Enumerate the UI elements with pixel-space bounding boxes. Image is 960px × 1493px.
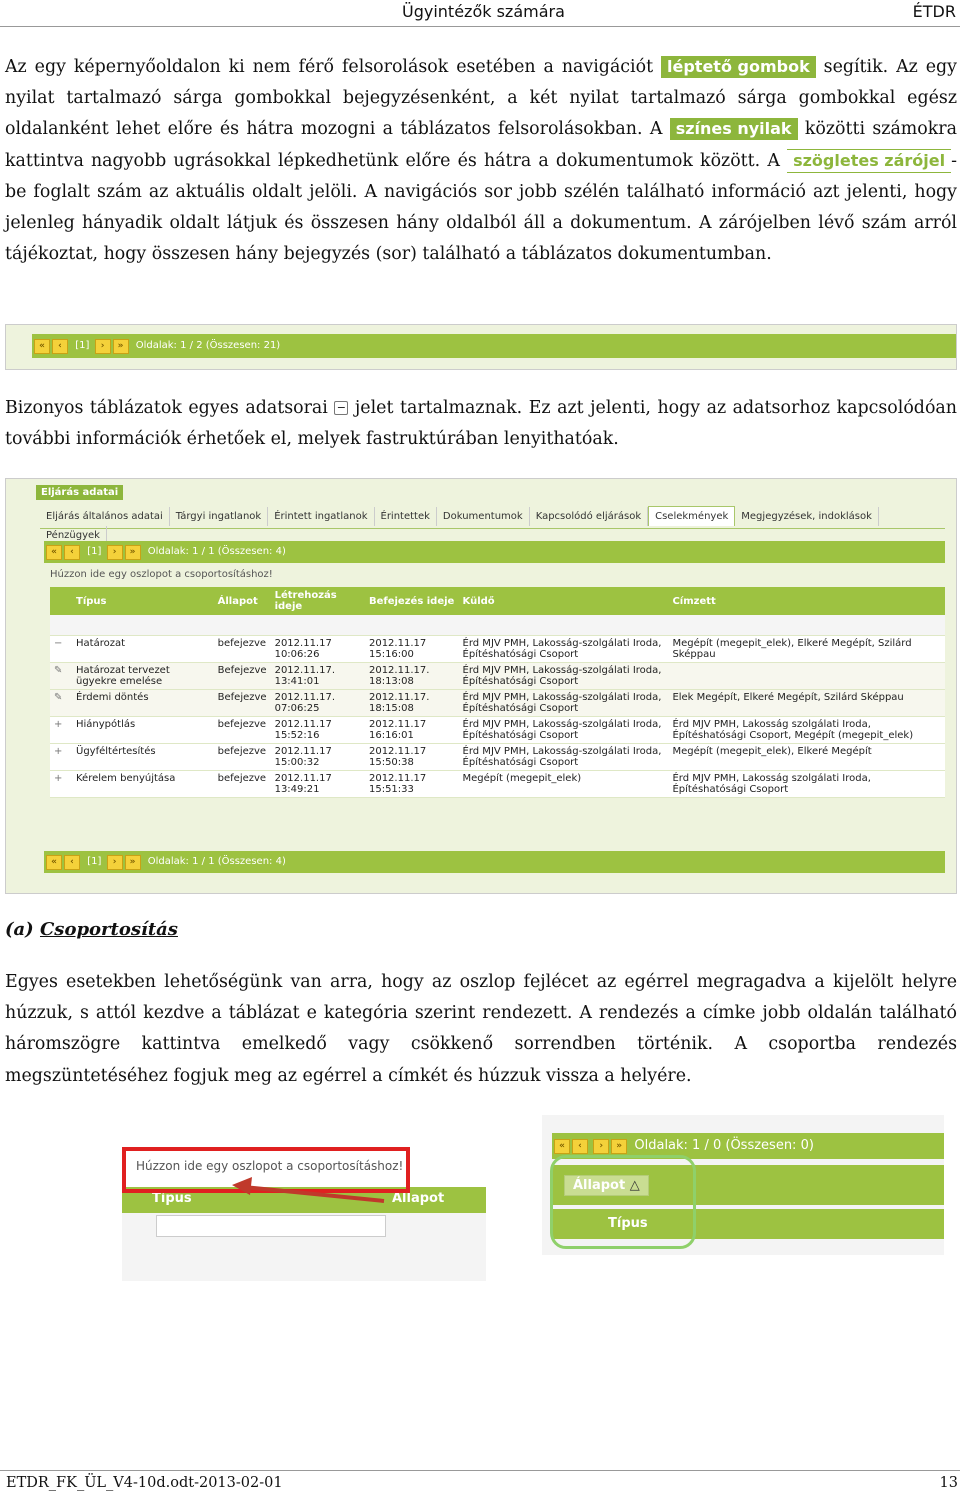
table-cell: 2012.11.17 15:50:38 xyxy=(365,744,459,771)
page-info: Oldalak: 1 / 0 (Összesen: 0) xyxy=(634,1138,814,1153)
filter-cell[interactable] xyxy=(214,615,271,636)
prev-page-icon[interactable]: ‹ xyxy=(572,1139,588,1154)
expand-icon[interactable]: + xyxy=(50,717,72,744)
table-cell: Megépít (megepit_elek), Elkeré Megépít, Szilárd Sképpau xyxy=(668,636,945,663)
page-number: 13 xyxy=(939,1475,958,1491)
table-cell: befejezve xyxy=(214,771,271,798)
column-header[interactable]: Létrehozás ideje xyxy=(271,587,365,615)
table-cell: 2012.11.17 15:51:33 xyxy=(365,771,459,798)
table-header-row xyxy=(50,587,945,615)
column-header[interactable]: Címzett xyxy=(668,587,945,615)
tab-item[interactable]: Tárgyi ingatlanok xyxy=(170,507,268,526)
page-info: Oldalak: 1 / 1 (Összesen: 4) xyxy=(147,856,286,867)
expand-icon[interactable]: + xyxy=(50,771,72,798)
table-cell: Hiánypótlás xyxy=(72,717,214,744)
page-footer xyxy=(0,1470,960,1491)
expand-icon[interactable]: + xyxy=(50,744,72,771)
last-page-icon[interactable]: » xyxy=(125,855,141,870)
text: Bizonyos táblázatok egyes adatsorai xyxy=(5,398,335,418)
table-cell: Érdemi döntés xyxy=(72,690,214,717)
table-cell: Határozat tervezet ügyekre emelése xyxy=(72,663,214,690)
table-cell: 2012.11.17 15:52:16 xyxy=(271,717,365,744)
drag-arrow-icon xyxy=(122,1145,486,1281)
last-page-icon[interactable]: » xyxy=(125,545,141,560)
table-cell: 2012.11.17 13:49:21 xyxy=(271,771,365,798)
table-cell: Érd MJV PMH, Lakosság-szolgálati Iroda, Építéshatósági Csoport xyxy=(459,717,669,744)
table-row[interactable] xyxy=(50,771,945,798)
table-cell: Határozat xyxy=(72,636,214,663)
screenshot-table xyxy=(5,478,957,894)
tab-bar xyxy=(40,506,945,541)
table-cell xyxy=(668,663,945,690)
filter-cell xyxy=(50,615,72,636)
data-table xyxy=(50,587,945,798)
tab-item[interactable]: Eljárás általános adatai xyxy=(40,507,170,526)
expand-col xyxy=(50,587,72,615)
tab-item[interactable]: Dokumentumok xyxy=(437,507,530,526)
text: segítik. Az egy nyilat tartalmazó sárga gombokkal bejegyzésenként, a két nyilat tartalmazó sárga gombokkal egész oldalanként lehet előre és hátra mozogni a táblázatos felsorolásokban. A xyxy=(5,57,958,140)
column-header-tipus[interactable]: Típus xyxy=(608,1216,648,1231)
table-cell: 2012.11.17 15:00:32 xyxy=(271,744,365,771)
table-cell: Érd MJV PMH, Lakosság-szolgálati Iroda, Építéshatósági Csoport xyxy=(459,744,669,771)
table-nav-top xyxy=(44,541,945,563)
edit-icon[interactable]: ✎ xyxy=(50,663,72,690)
tab-item[interactable]: Pénzügyek xyxy=(40,526,107,545)
current-page[interactable]: [1] xyxy=(75,340,90,351)
column-header-tipus[interactable]: Típus xyxy=(152,1191,192,1206)
filter-cell[interactable] xyxy=(72,615,214,636)
highlight-green-box xyxy=(550,1155,696,1249)
tag-szogletes-zarojel: szögletes zárójel xyxy=(787,149,951,173)
tag-szines-nyilak: színes nyilak xyxy=(670,118,798,140)
tab-item[interactable]: Érintettek xyxy=(375,507,437,526)
expand-icon[interactable]: − xyxy=(50,636,72,663)
table-cell: 2012.11.17 16:16:01 xyxy=(365,717,459,744)
table-cell: Befejezve xyxy=(214,690,271,717)
current-page[interactable]: [1] xyxy=(87,856,102,867)
table-cell: befejezve xyxy=(214,636,271,663)
table-cell: 2012.11.17 10:06:26 xyxy=(271,636,365,663)
table-cell: Érd MJV PMH, Lakosság szolgálati Iroda, Építéshatósági Csoport xyxy=(668,771,945,798)
paragraph-tree xyxy=(5,393,957,455)
next-page-icon[interactable]: › xyxy=(107,545,123,560)
group-hint[interactable]: Húzzon ide egy oszlopot a csoportosításhoz! xyxy=(136,1159,404,1173)
header-title: Ügyintézők számára xyxy=(402,2,565,21)
prev-page-icon[interactable]: ‹ xyxy=(52,339,68,354)
table-cell: Érd MJV PMH, Lakosság-szolgálati Iroda, Építéshatósági Csoport xyxy=(459,690,669,717)
table-cell: Érd MJV PMH, Lakosság szolgálati Iroda, Építéshatósági Csoport, Megépít (megepit_elek) xyxy=(668,717,945,744)
sort-triangle-icon[interactable]: △ xyxy=(629,1178,640,1193)
table-cell: Elek Megépít, Elkeré Megépít, Szilárd Sképpau xyxy=(668,690,945,717)
filter-row xyxy=(50,615,945,636)
first-page-icon[interactable]: « xyxy=(554,1139,570,1154)
table-cell: 2012.11.17. 18:15:08 xyxy=(365,690,459,717)
caption-label: (a) xyxy=(5,919,34,940)
screenshot-grouped xyxy=(542,1115,944,1255)
next-page-icon[interactable]: › xyxy=(95,339,111,354)
filter-cell[interactable] xyxy=(365,615,459,636)
panel-title: Eljárás adatai xyxy=(36,485,123,500)
filter-cell[interactable] xyxy=(459,615,669,636)
collapse-icon: − xyxy=(334,401,348,415)
edit-icon[interactable]: ✎ xyxy=(50,690,72,717)
tab-item[interactable]: Érintett ingatlanok xyxy=(268,507,374,526)
column-header[interactable]: Küldő xyxy=(459,587,669,615)
table-cell: 2012.11.17. 13:41:01 xyxy=(271,663,365,690)
table-cell: 2012.11.17. 18:13:08 xyxy=(365,663,459,690)
prev-page-icon[interactable]: ‹ xyxy=(64,545,80,560)
table-cell: Ügyféltértesítés xyxy=(72,744,214,771)
column-header[interactable]: Állapot xyxy=(214,587,271,615)
first-page-icon[interactable]: « xyxy=(34,339,50,354)
tab-item[interactable]: Cselekmények xyxy=(648,506,735,526)
tag-leptető-gombok: léptető gombok xyxy=(661,56,816,78)
table-cell: Érd MJV PMH, Lakosság-szolgálati Iroda, Építéshatósági Csoport xyxy=(459,663,669,690)
first-page-icon[interactable]: « xyxy=(46,545,62,560)
column-header[interactable]: Típus xyxy=(72,587,214,615)
table-cell: 2012.11.17. 07:06:25 xyxy=(271,690,365,717)
filter-cell[interactable] xyxy=(271,615,365,636)
table-cell: Megépít (megepit_elek) xyxy=(459,771,669,798)
table-nav-bottom xyxy=(44,851,945,873)
current-page[interactable]: [1] xyxy=(87,546,102,557)
table-cell: befejezve xyxy=(214,744,271,771)
table-cell: Befejezve xyxy=(214,663,271,690)
screenshot-navigation-bar xyxy=(5,324,957,370)
header-right: ÉTDR xyxy=(912,2,956,21)
filter-cell[interactable] xyxy=(668,615,945,636)
page-info: Oldalak: 1 / 1 (Összesen: 4) xyxy=(147,546,286,557)
table-row[interactable] xyxy=(50,663,945,690)
tab-item[interactable]: Kapcsolódó eljárások xyxy=(530,507,648,526)
group-label-text: Állapot xyxy=(573,1178,626,1193)
table-cell: Érd MJV PMH, Lakosság-szolgálati Iroda, Építéshatósági Csoport xyxy=(459,636,669,663)
group-hint[interactable]: Húzzon ide egy oszlopot a csoportosításhoz! xyxy=(50,569,273,580)
text: Az egy képernyőoldalon ki nem férő felsorolások esetében a navigációt xyxy=(5,57,662,77)
page-header xyxy=(0,0,960,27)
text: jelet tartalmaznak. Ez azt jelenti, hogy az adatsorhoz kapcsolódóan további információk érhetőek el, melyek fastruktúrában lenyithatóak. xyxy=(5,398,957,450)
paragraph-grouping: Egyes esetekben lehetőségünk van arra, hogy az oszlop fejlécet az egérrel megragadva a kijelölt helyre húzzuk, s attól kezdve a táblázat e kategória szerint rendezett. A rendezés a címke jobb oldalán található háromszögre kattintva emelkedő vagy csökkenő sorrendben történik. A csoportba rendezés megszüntetéséhez fogjuk meg az egérrel a címkét és húzzuk vissza a helyére. xyxy=(5,972,957,1086)
table-cell: befejezve xyxy=(214,717,271,744)
footer-docname: ETDR_FK_ÜL_V4-10d.odt-2013-02-01 xyxy=(6,1475,283,1491)
table-cell: 2012.11.17 15:16:00 xyxy=(365,636,459,663)
table-row[interactable] xyxy=(50,636,945,663)
prev-page-icon[interactable]: ‹ xyxy=(64,855,80,870)
table-row[interactable] xyxy=(50,717,945,744)
navigation-bar xyxy=(32,334,956,358)
column-header-allapot[interactable]: Állapot xyxy=(392,1191,445,1206)
text: -be foglalt szám az aktuális oldalt jelöli. A navigációs sor jobb szélén található információ azt jelenti, hogy jelenleg hányadik oldalt látjuk és összesen hány oldalból áll a dokumentum. A zárójelben lévő szám arról tájékoztat, hogy összesen hány bejegyzés (sor) található a táblázatos dokumentumban. xyxy=(5,150,957,265)
page-info: Oldalak: 1 / 2 (Összesen: 21) xyxy=(135,340,281,351)
caption-title: Csoportosítás xyxy=(39,919,178,940)
screenshot-group-area xyxy=(122,1145,486,1281)
section-caption xyxy=(5,919,178,940)
next-page-icon[interactable]: › xyxy=(593,1139,609,1154)
tab-item[interactable]: Megjegyzések, indoklások xyxy=(735,507,879,526)
next-page-icon[interactable]: › xyxy=(107,855,123,870)
last-page-icon[interactable]: » xyxy=(113,339,129,354)
table-cell: Kérelem benyújtása xyxy=(72,771,214,798)
table-row[interactable] xyxy=(50,744,945,771)
table-row[interactable] xyxy=(50,690,945,717)
paragraph-navigation xyxy=(5,52,957,270)
first-page-icon[interactable]: « xyxy=(46,855,62,870)
text: közötti számokra kattintva nagyobb ugrásokkal lépkedhetünk előre és hátra a dokumentumok között. A xyxy=(5,119,957,171)
last-page-icon[interactable]: » xyxy=(611,1139,627,1154)
table-cell: Megépít (megepit_elek), Elkeré Megépít xyxy=(668,744,945,771)
column-header[interactable]: Befejezés ideje xyxy=(365,587,459,615)
